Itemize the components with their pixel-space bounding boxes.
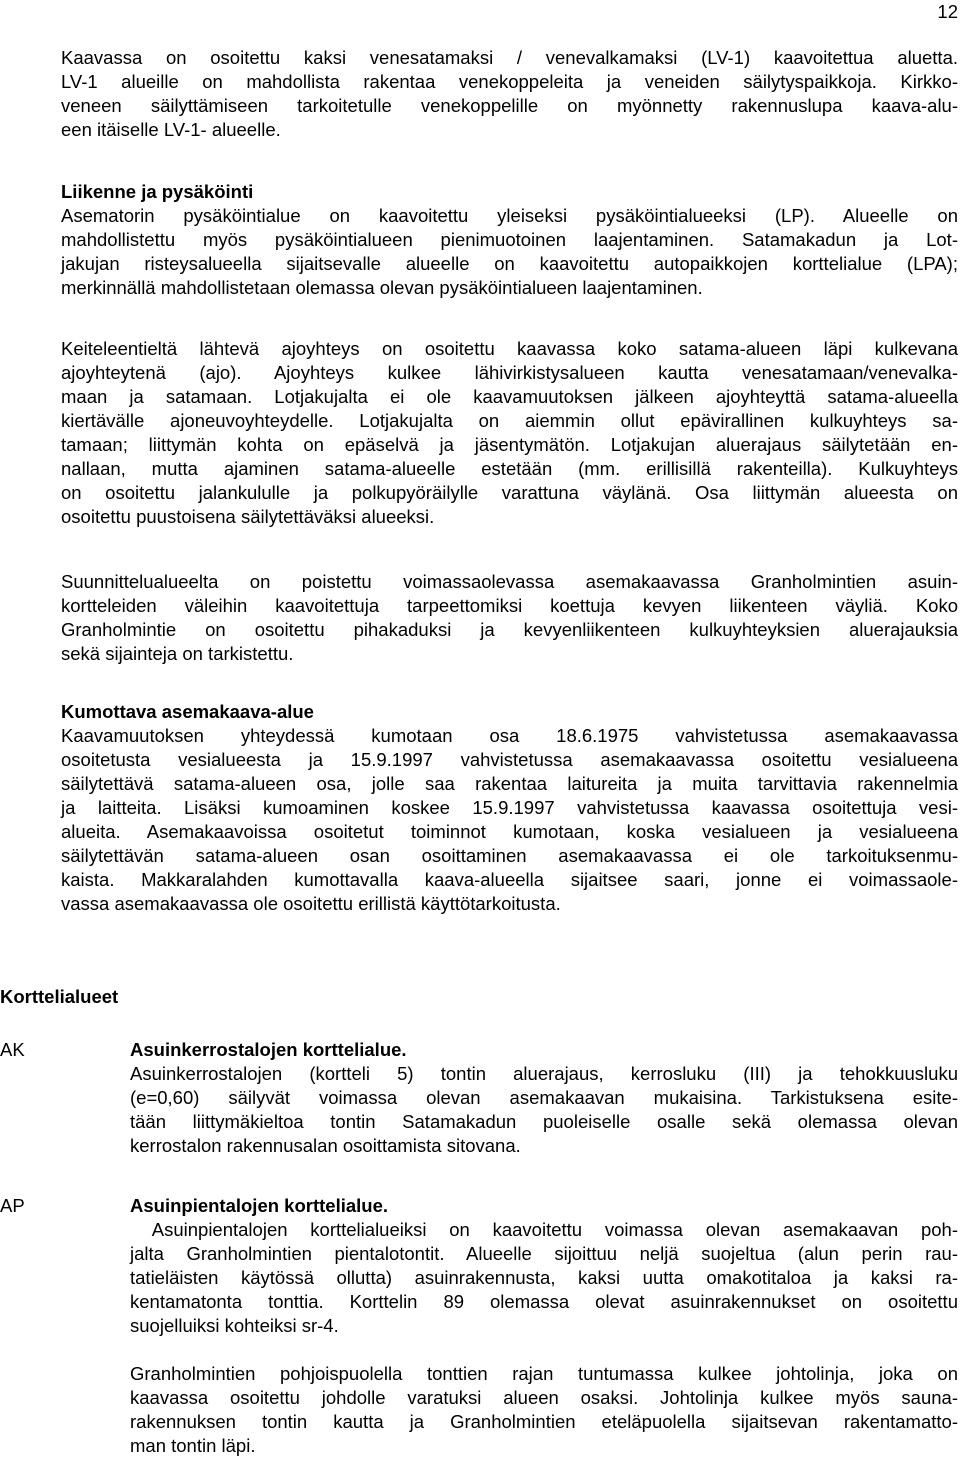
text-line: jakujan risteysalueella sijaitsevalle alueelle on kaavoitettu autopaikkojen korttelialue (LPA);	[61, 253, 958, 274]
entry-code-ap: AP	[0, 1195, 25, 1216]
text-line: Asematorin pysäköintialue on kaavoitettu yleiseksi pysäköintialueeksi (LP). Alueelle on	[61, 205, 958, 226]
text-line: alueita. Asemakaavoissa osoitetut toiminnot kumotaan, koska vesialueen ja vesialueena	[61, 821, 958, 842]
text-line: kaavassa osoitettu johdolle varatuksi alueen osaksi. Johtolinja kulkee myös sauna-	[130, 1387, 958, 1408]
entry-title-ak: Asuinkerrostalojen korttelialue.	[130, 1039, 407, 1060]
text-line: veneen säilyttämiseen tarkoitetulle venekoppelille on myönnetty rakennuslupa kaava-alu-	[61, 95, 958, 116]
entry-title-ap: Asuinpientalojen korttelialue.	[130, 1195, 389, 1216]
entry-code-ak: AK	[0, 1039, 25, 1060]
text-line: rakennuksen tontin kautta ja Granholmintien eteläpuolella sijaitsevan rakentamatto-	[130, 1411, 958, 1432]
text-line: maan ja satamaan. Lotjakujalta ei ole kaavamuutoksen jälkeen ajoyhteyttä satama-alueella	[61, 386, 958, 407]
text-line: Suunnittelualueelta on poistettu voimassaolevassa asemakaavassa Granholmintien asuin-	[61, 571, 958, 592]
ajoyhteys-paragraph	[61, 337, 958, 529]
entry-body-ak	[130, 1038, 958, 1158]
text-line: tatieläisten käytössä ollutta) asuinrakennusta, kaksi uutta omakotitaloa ja kaksi ra-	[130, 1267, 958, 1288]
entry-ap-extra-paragraph	[130, 1362, 958, 1458]
text-line: sekä sijainteja on tarkistettu.	[61, 643, 294, 664]
text-line: tään liittymäkieltoa tontin Satamakadun puoleiselle osalle sekä olemassa olevan	[130, 1111, 958, 1132]
intro-paragraph	[61, 46, 958, 142]
text-line: on osoitettu jalankululle ja polkupyöräilylle varattuna väylänä. Osa liittymän alueesta on	[61, 482, 958, 503]
text-line: osoitetusta vesialueesta ja 15.9.1997 vahvistetussa asemakaavassa osoitettu vesialueena	[61, 749, 958, 770]
text-line: een itäiselle LV-1- alueelle.	[61, 119, 281, 140]
section-heading-liikenne: Liikenne ja pysäköinti	[61, 181, 254, 202]
section-heading-korttelialueet: Korttelialueet	[0, 986, 119, 1007]
text-line: man tontin läpi.	[130, 1435, 256, 1456]
section-heading-kumottava: Kumottava asemakaava-alue	[61, 701, 314, 722]
text-line: Kaavassa on osoitettu kaksi venesatamaksi / venevalkamaksi (LV-1) kaavoitettua aluetta.	[61, 47, 958, 68]
text-line: Kaavamuutoksen yhteydessä kumotaan osa 18.6.1975 vahvistetussa asemakaavassa	[61, 725, 958, 746]
text-line: Granholmintien pohjoispuolella tonttien rajan tuntumassa kulkee johtolinja, joka on	[130, 1363, 958, 1384]
text-line: Keiteleentieltä lähtevä ajoyhteys on osoitettu kaavassa koko satama-alueen läpi kulkevana	[61, 338, 958, 359]
text-line: LV-1 alueille on mahdollista rakentaa venekoppeleita ja veneiden säilytyspaikkoja. Kirkko-	[61, 71, 958, 92]
text-line: säilytettävä satama-alueen osa, jolle saa rakentaa laitureita ja muita tarvittavia rakennelmia	[61, 773, 958, 794]
liikenne-section	[61, 180, 958, 300]
text-line: kortteleiden väleihin kaavoitettuja tarpeettomiksi koettuja kevyen liikenteen väyliä. Koko	[61, 595, 958, 616]
text-line: kaista. Makkaralahden kumottavalla kaava-alueella sijaitsee saari, jonne ei voimassaole-	[61, 869, 958, 890]
text-line: kentamatonta tonttia. Korttelin 89 olemassa olevat asuinrakennukset on osoitettu	[130, 1291, 958, 1312]
text-line: kerrostalon rakennusalan osoittamista sitovana.	[130, 1135, 521, 1156]
kumottava-section	[61, 700, 958, 916]
text-line: kiertävälle ajoneuvoyhteydelle. Lotjakujalta on aiemmin ollut epävirallinen kulkuyhteys sa-	[61, 410, 958, 431]
entry-body-ap	[130, 1194, 958, 1458]
text-line: Granholmintie on osoitettu pihakaduksi ja kevyenliikenteen kulkuyhteyksien aluerajauksia	[61, 619, 958, 640]
text-line: merkinnällä mahdollistetaan olemassa olevan pysäköintialueen laajentaminen.	[61, 277, 703, 298]
text-line: mahdollistettu myös pysäköintialueen pienimuotoinen laajentaminen. Satamakadun ja Lot-	[61, 229, 958, 250]
text-line: ajoyhteytenä (ajo). Ajoyhteys kulkee lähivirkistysalueen kautta venesatamaan/venevalka-	[61, 362, 958, 383]
text-line: osoitettu puustoisena säilytettäväksi alueeksi.	[61, 506, 435, 527]
text-line: Asuinpientalojen korttelialueiksi on kaavoitettu voimassa olevan asemakaavan poh-	[130, 1219, 958, 1240]
page-number: 12	[937, 1, 958, 22]
text-line: säilytettävän satama-alueen osan osoittaminen asemakaavassa ei ole tarkoituksenmu-	[61, 845, 958, 866]
text-line: (e=0,60) säilyvät voimassa olevan asemakaavan mukaisina. Tarkistuksena esite-	[130, 1087, 958, 1108]
text-line: suojelluiksi kohteiksi sr-4.	[130, 1315, 339, 1336]
text-line: ja laitteita. Lisäksi kumoaminen koskee 15.9.1997 vahvistetussa kaavassa osoitettuja vesi-	[61, 797, 958, 818]
text-line: nallaan, mutta ajaminen satama-alueelle estetään (mm. erillisillä rakenteilla). Kulkuyhteys	[61, 458, 958, 479]
text-line: jalta Granholmintien pientalotontit. Alueelle sijoittuu neljä suojeltua (alun perin rau-	[130, 1243, 958, 1264]
text-line: tamaan; liittymän kohta on epäselvä ja jäsentymätön. Lotjakujan aluerajaus säilytetään en-	[61, 434, 958, 455]
suunnittelualue-paragraph	[61, 570, 958, 666]
text-line: vassa asemakaavassa ole osoitettu erillistä käyttötarkoitusta.	[61, 893, 561, 914]
text-line: Asuinkerrostalojen (kortteli 5) tontin aluerajaus, kerrosluku (III) ja tehokkuusluku	[130, 1063, 958, 1084]
